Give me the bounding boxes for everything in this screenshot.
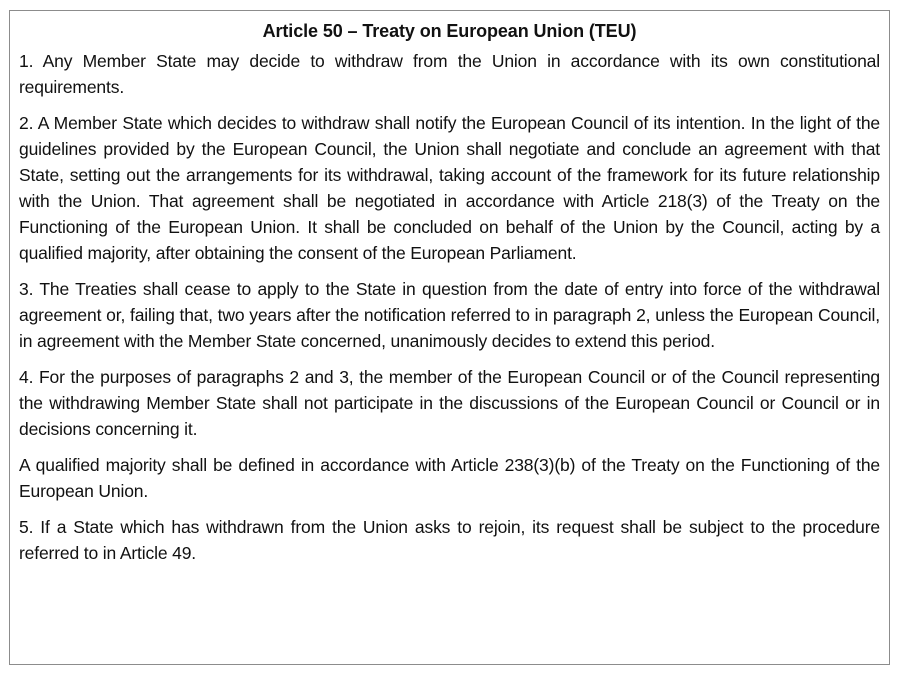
paragraph-4: 4. For the purposes of paragraphs 2 and 3, the member of the European Council or of the Council representing the withdrawing Member State shall not participate in the discussions of the European Council or Council or in decisions concerning it. — [19, 367, 880, 439]
paragraph-2: 2. A Member State which decides to withdraw shall notify the European Council of its intention. In the light of the guidelines provided by the European Council, the Union shall negotiate and conclude an agreement with that State, setting out the arrangements for its withdrawal, taking account of the framework for its future relationship with the Union. That agreement shall be negotiated in accordance with Article 218(3) of the Treaty on the Functioning of the European Union. It shall be concluded on behalf of the Union by the Council, acting by a qualified majority, after obtaining the consent of the European Parliament. — [19, 113, 880, 263]
paragraph-4-continuation: A qualified majority shall be defined in accordance with Article 238(3)(b) of the Treaty on the Functioning of the European Union. — [19, 455, 880, 501]
article-title: Article 50 – Treaty on European Union (TEU) — [262, 21, 637, 41]
article-box — [9, 10, 890, 665]
paragraph-3: 3. The Treaties shall cease to apply to the State in question from the date of entry into force of the withdrawal agreement or, failing that, two years after the notification referred to in paragraph 2, unless the European Council, in agreement with the Member State concerned, unanimously decides to extend this period. — [19, 279, 880, 351]
paragraph-1: 1. Any Member State may decide to withdraw from the Union in accordance with its own constitutional requirements. — [19, 51, 880, 97]
paragraph-5: 5. If a State which has withdrawn from the Union asks to rejoin, its request shall be subject to the procedure referred to in Article 49. — [19, 517, 880, 563]
